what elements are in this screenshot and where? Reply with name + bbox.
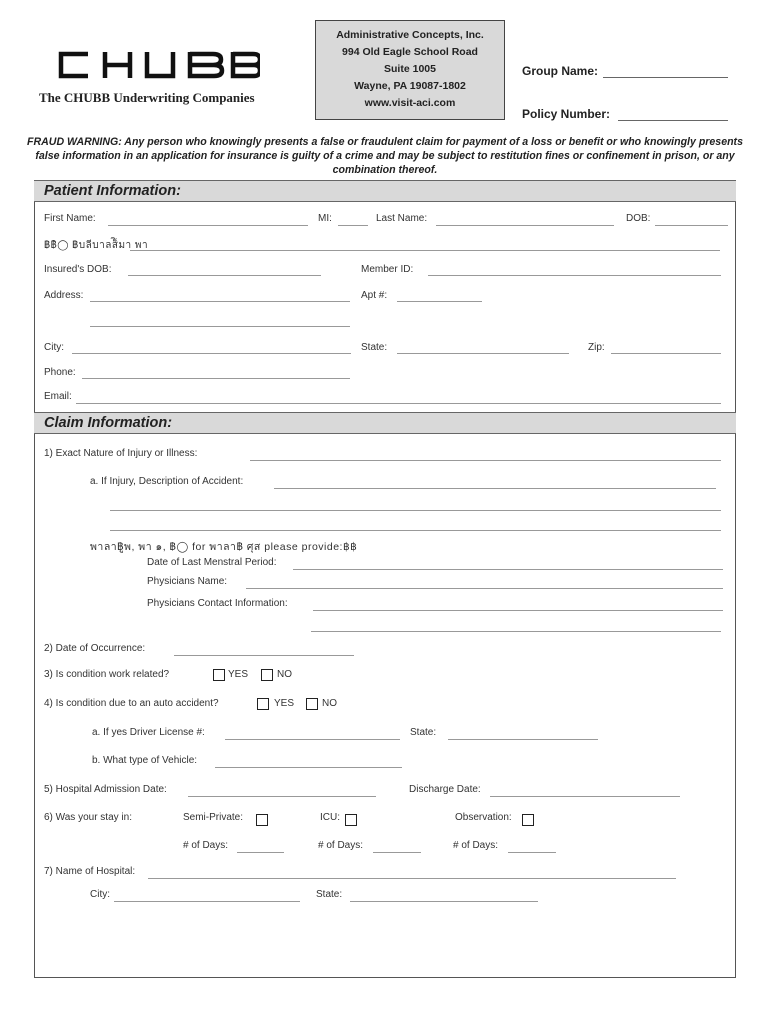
q2-field[interactable] — [174, 645, 354, 656]
phone-label: Phone: — [44, 367, 76, 378]
dob-field[interactable] — [655, 215, 728, 226]
obs-days-field[interactable] — [508, 842, 556, 853]
member-id-label: Member ID: — [361, 264, 414, 275]
fraud-warning: FRAUD WARNING: Any person who knowingly presents a false or fraudulent claim for payment of a loss or benefit or who knowingly presents false information in an application for insurance is guilty of a crime and may be subject to restitution fines or confinement in prison, or any combination thereof. — [27, 136, 743, 176]
q2-label: 2) Date of Occurrence: — [44, 643, 146, 654]
q4-no-checkbox[interactable] — [306, 698, 318, 710]
q1-label: 1) Exact Nature of Injury or Illness: — [44, 448, 198, 459]
garbled-label: ฿฿ิ◯ ฿บลีบาลส็ิมา พา — [44, 240, 149, 251]
q1a-line2[interactable] — [110, 500, 721, 511]
semi-private-label: Semi-Private: — [183, 812, 244, 823]
city-label: City: — [44, 342, 64, 353]
q4a-label: a. If yes Driver License #: — [92, 727, 205, 738]
phys-name-label: Physicians Name: — [147, 576, 228, 587]
policy-number-label: Policy Number: — [522, 107, 611, 121]
obs-days-label: # of Days: — [453, 840, 499, 851]
icu-days-field[interactable] — [373, 842, 421, 853]
q4a-state-label: State: — [410, 727, 437, 738]
q1a-label: a. If Injury, Description of Accident: — [90, 476, 244, 487]
q3-yes-checkbox[interactable] — [213, 669, 225, 681]
last-name-field[interactable] — [436, 215, 614, 226]
address-line: Suite 1005 — [384, 63, 436, 75]
semi-days-label: # of Days: — [183, 840, 229, 851]
hospital-state-label: State: — [316, 889, 343, 900]
garbled-row-field[interactable] — [130, 240, 720, 251]
insured-dob-field[interactable] — [128, 265, 321, 276]
address-label: Address: — [44, 290, 84, 301]
group-name-label: Group Name: — [522, 64, 599, 78]
address-line: Administrative Concepts, Inc. — [336, 29, 484, 41]
address-line: 994 Old Eagle School Road — [342, 46, 478, 58]
mi-field[interactable] — [338, 215, 368, 226]
address-box — [315, 20, 505, 120]
last-name-label: Last Name: — [376, 213, 428, 224]
first-name-label: First Name: — [44, 213, 96, 224]
zip-field[interactable] — [611, 343, 721, 354]
q3-no-label: NO — [277, 669, 292, 680]
q6-label: 6) Was your stay in: — [44, 812, 132, 823]
q7-label: 7) Name of Hospital: — [44, 866, 136, 877]
q1a-field[interactable] — [274, 478, 716, 489]
semi-private-checkbox[interactable] — [256, 814, 268, 826]
state-field[interactable] — [397, 343, 569, 354]
phys-contact-field[interactable] — [313, 600, 723, 611]
icu-label: ICU: — [320, 812, 340, 823]
phys-contact-label: Physicians Contact Information: — [147, 598, 288, 609]
q3-label: 3) Is condition work related? — [44, 669, 170, 680]
q4-no-label: NO — [322, 698, 337, 709]
policy-number-field[interactable] — [618, 108, 728, 121]
company-subtitle: The CHUBB Underwriting Companies — [39, 90, 255, 105]
apt-field[interactable] — [397, 291, 482, 302]
mi-label: MI: — [318, 213, 332, 224]
email-field[interactable] — [76, 393, 721, 404]
q1b-label: พาลา฿ูพ, พา ๑, ฿◯ for พาลา฿ ศุส please provide:฿฿ — [90, 541, 358, 553]
chubb-logo — [55, 48, 260, 82]
phys-name-field[interactable] — [246, 578, 723, 589]
observation-checkbox[interactable] — [522, 814, 534, 826]
discharge-date-label: Discharge Date: — [409, 784, 481, 795]
q5-label: 5) Hospital Admission Date: — [44, 784, 167, 795]
address-line2-field[interactable] — [90, 316, 350, 327]
q4a-state-field[interactable] — [448, 729, 598, 740]
admission-date-field[interactable] — [188, 786, 376, 797]
email-label: Email: — [44, 391, 72, 402]
lmp-field[interactable] — [293, 559, 723, 570]
hospital-city-field[interactable] — [114, 891, 300, 902]
observation-label: Observation: — [455, 812, 512, 823]
vehicle-type-field[interactable] — [215, 757, 402, 768]
state-label: State: — [361, 342, 388, 353]
discharge-date-field[interactable] — [490, 786, 680, 797]
zip-label: Zip: — [588, 342, 605, 353]
icu-checkbox[interactable] — [345, 814, 357, 826]
lmp-label: Date of Last Menstral Period: — [147, 557, 277, 568]
first-name-field[interactable] — [108, 215, 308, 226]
group-name-field[interactable] — [603, 65, 728, 78]
semi-days-field[interactable] — [237, 842, 284, 853]
q4-yes-label: YES — [274, 698, 295, 709]
member-id-field[interactable] — [428, 265, 721, 276]
icu-days-label: # of Days: — [318, 840, 364, 851]
claim-section-header: Claim Information: — [34, 412, 736, 434]
address-line: www.visit-aci.com — [364, 97, 456, 109]
q4-label: 4) Is condition due to an auto accident? — [44, 698, 219, 709]
insured-dob-label: Insured's DOB: — [44, 264, 112, 275]
q4-yes-checkbox[interactable] — [257, 698, 269, 710]
q1a-line3[interactable] — [110, 520, 721, 531]
patient-section-header: Patient Information: — [34, 180, 736, 202]
q3-yes-label: YES — [228, 669, 249, 680]
q4b-label: b. What type of Vehicle: — [92, 755, 198, 766]
apt-label: Apt #: — [361, 290, 388, 301]
hospital-name-field[interactable] — [148, 868, 676, 879]
driver-license-field[interactable] — [225, 729, 400, 740]
address-field[interactable] — [90, 291, 350, 302]
city-field[interactable] — [72, 343, 351, 354]
address-line: Wayne, PA 19087-1802 — [354, 80, 466, 92]
dob-label: DOB: — [626, 213, 651, 224]
q3-no-checkbox[interactable] — [261, 669, 273, 681]
hospital-state-field[interactable] — [350, 891, 538, 902]
phys-contact-line2[interactable] — [311, 621, 721, 632]
hospital-city-label: City: — [90, 889, 110, 900]
phone-field[interactable] — [82, 368, 350, 379]
q1-field[interactable] — [250, 450, 721, 461]
